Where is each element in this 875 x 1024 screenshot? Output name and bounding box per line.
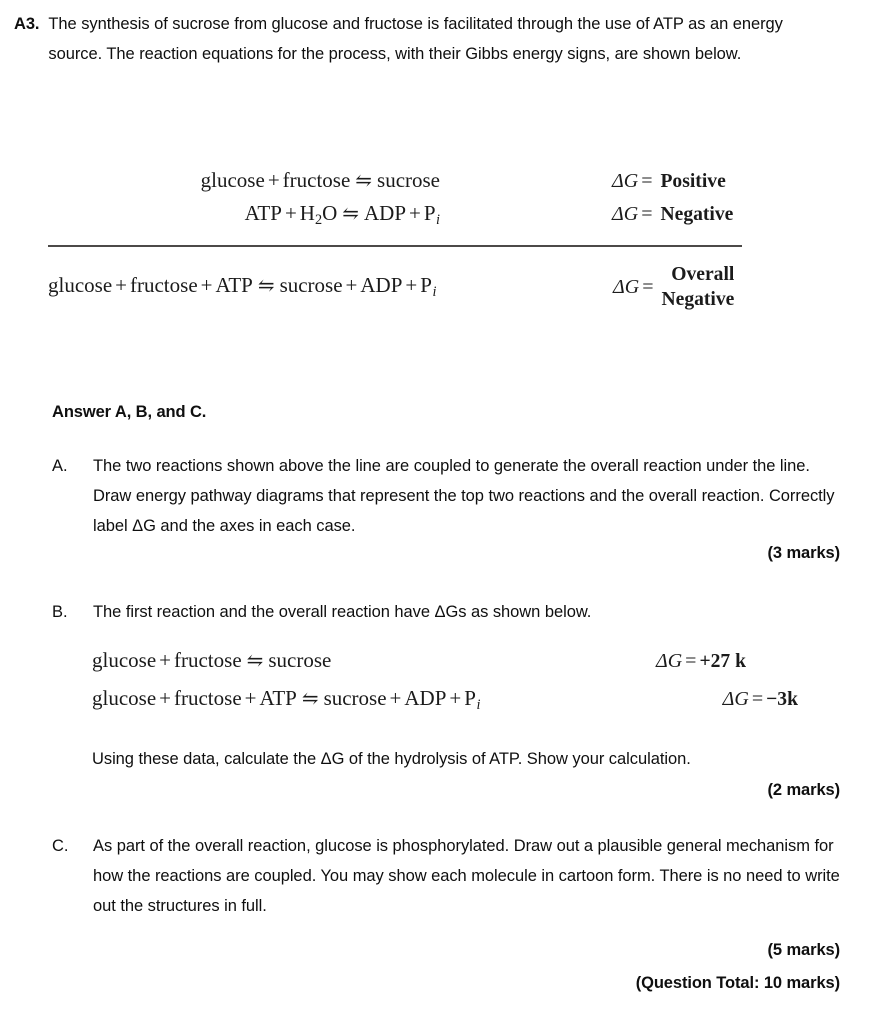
- overall-reaction-row: [48, 262, 843, 312]
- part-c-marks: (5 marks): [767, 941, 840, 959]
- reaction-equation-block: [48, 168, 843, 234]
- equals-operator: =: [751, 688, 764, 710]
- plus-operator: +: [244, 686, 257, 710]
- answer-instruction-heading: Answer A, B, and C.: [52, 403, 207, 421]
- overall-product-1: sucrose: [279, 273, 343, 297]
- delta-g-value: −3k: [766, 689, 798, 710]
- plus-operator: +: [267, 168, 280, 192]
- question-part-c: [52, 831, 875, 921]
- reaction-2-equation: [48, 201, 440, 229]
- delta-g-symbol: ΔG: [612, 203, 639, 225]
- reaction-2-product-2: P: [423, 201, 436, 225]
- reaction-row-2: [48, 201, 843, 234]
- part-b-equation-block: [92, 648, 844, 724]
- overall-reactant-1: glucose: [48, 273, 113, 297]
- delta-g-symbol: ΔG: [613, 275, 640, 298]
- part-b-follow-up-text: Using these data, calculate the ΔG of the hydrolysis of ATP. Show your calculation.: [92, 750, 691, 768]
- product-1: sucrose: [268, 648, 332, 672]
- delta-g-symbol: ΔG: [612, 170, 639, 192]
- part-b-label: B.: [52, 603, 68, 621]
- question-stem: [14, 9, 844, 69]
- delta-g-value: Positive: [660, 171, 726, 192]
- part-b-text: The first reaction and the overall reaction have ΔGs as shown below.: [93, 603, 592, 621]
- phosphate-subscript: i: [476, 696, 481, 713]
- plus-operator: +: [115, 273, 127, 297]
- question-stem-text: The synthesis of sucrose from glucose and fructose is facilitated through the use of ATP as an energy source. The reaction equations for the process, with their Gibbs energy signs, are shown below.: [48, 15, 783, 63]
- product-1: sucrose: [323, 686, 387, 710]
- water-oxygen: O: [322, 201, 338, 225]
- overall-delta-g-value-line-1: Overall: [671, 264, 735, 285]
- question-part-a: [52, 451, 875, 541]
- part-a-text: The two reactions shown above the line are coupled to generate the overall reaction under the line. Draw energy pathway diagrams that represent the top two reactions and the overall reaction. Correctly label ΔG and the axes in each case.: [93, 457, 835, 535]
- reaction-2-reactant-1: ATP: [244, 201, 282, 225]
- overall-delta-g-value: [656, 262, 734, 312]
- part-b-marks: (2 marks): [767, 781, 840, 799]
- overall-reaction-equation: [48, 273, 613, 301]
- plus-operator: +: [409, 201, 421, 225]
- water-subscript: 2: [314, 211, 323, 228]
- part-c-text: As part of the overall reaction, glucose is phosphorylated. Draw out a plausible general mechanism for how the reactions are coupled. You may show each molecule in cartoon form. There is no need to write out the structures in full.: [93, 837, 840, 915]
- delta-g-symbol: ΔG: [722, 688, 749, 710]
- plus-operator: +: [284, 201, 297, 225]
- reaction-row-1: [48, 168, 843, 201]
- equation-summation-rule: [48, 245, 742, 247]
- reactant-2: fructose: [174, 648, 242, 672]
- plus-operator: +: [389, 686, 402, 710]
- reaction-1-reactant-2: fructose: [282, 168, 351, 192]
- plus-operator: +: [159, 686, 171, 710]
- phosphate-subscript: i: [432, 283, 437, 300]
- part-b-reaction-row-1: [92, 648, 844, 686]
- delta-g-symbol: ΔG: [655, 650, 683, 672]
- equilibrium-arrow-icon: ⇋: [342, 203, 359, 225]
- equals-operator: =: [641, 203, 653, 225]
- reaction-1-equation: [48, 168, 440, 193]
- equals-operator: =: [641, 170, 653, 192]
- part-a-marks: (3 marks): [767, 544, 840, 562]
- reaction-2-delta-g: [440, 203, 843, 226]
- equals-operator: =: [642, 275, 654, 298]
- equilibrium-arrow-icon: ⇋: [355, 170, 373, 192]
- reactant-2: fructose: [174, 686, 242, 710]
- reactant-3: ATP: [259, 686, 297, 710]
- plus-operator: +: [200, 273, 213, 297]
- reactant-1: glucose: [92, 648, 157, 672]
- reaction-2-product-1: ADP: [363, 201, 406, 225]
- overall-delta-g-value-line-2: Negative: [661, 289, 735, 310]
- reaction-1-product: sucrose: [377, 168, 440, 192]
- plus-operator: +: [405, 273, 418, 297]
- product-2: ADP: [404, 686, 447, 710]
- overall-delta-g: [613, 262, 734, 312]
- part-b-reaction-2-delta-g: [723, 688, 844, 711]
- overall-product-3: P: [420, 273, 432, 297]
- reaction-1-delta-g: [440, 170, 843, 193]
- phosphate-subscript: i: [436, 211, 440, 228]
- delta-g-value: Negative: [660, 204, 734, 225]
- plus-operator: +: [345, 273, 358, 297]
- overall-reactant-3: ATP: [215, 273, 253, 297]
- plus-operator: +: [449, 686, 462, 710]
- reaction-1-reactant-1: glucose: [200, 168, 265, 192]
- question-part-b: [52, 597, 875, 627]
- reaction-2-reactant-2: H: [299, 201, 315, 225]
- question-total-marks: (Question Total: 10 marks): [635, 974, 840, 992]
- part-b-reaction-2-equation: [92, 686, 480, 714]
- overall-reactant-2: fructose: [130, 273, 198, 297]
- equilibrium-arrow-icon: ⇋: [301, 688, 319, 710]
- part-b-reaction-1-equation: [92, 648, 331, 673]
- equilibrium-arrow-icon: ⇋: [257, 275, 275, 297]
- reactant-1: glucose: [92, 686, 157, 710]
- part-b-reaction-row-2: [92, 686, 844, 724]
- part-c-label: C.: [52, 837, 69, 855]
- equals-operator: =: [685, 650, 697, 672]
- part-a-label: A.: [52, 457, 68, 475]
- equilibrium-arrow-icon: ⇋: [246, 650, 264, 672]
- overall-product-2: ADP: [360, 273, 403, 297]
- product-3: P: [464, 686, 476, 710]
- plus-operator: +: [159, 648, 171, 672]
- question-number: A3.: [14, 15, 40, 33]
- part-b-reaction-1-delta-g: [656, 650, 844, 673]
- delta-g-value: +27 k: [699, 651, 746, 672]
